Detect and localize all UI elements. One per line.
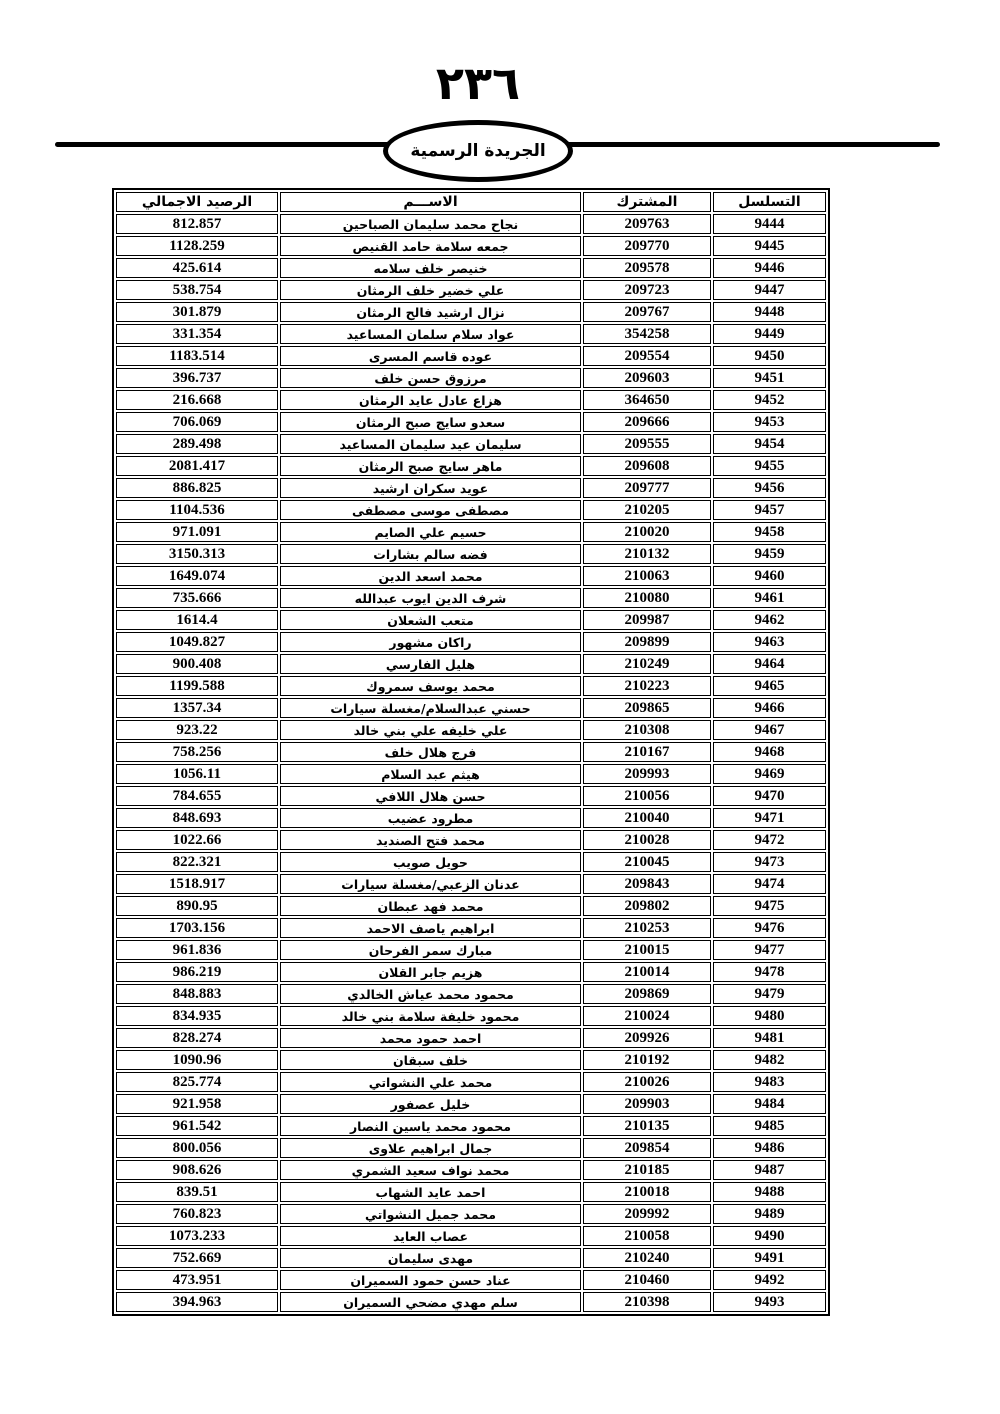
cell-subscriber: 209777 bbox=[583, 478, 711, 498]
cell-balance: 1518.917 bbox=[116, 874, 278, 894]
table-row bbox=[116, 1182, 826, 1202]
cell-name: خلف سبقان bbox=[280, 1050, 581, 1070]
cell-subscriber: 210240 bbox=[583, 1248, 711, 1268]
cell-name: سليمان عيد سليمان المساعيد bbox=[280, 434, 581, 454]
cell-balance: 1199.588 bbox=[116, 676, 278, 696]
cell-balance: 1128.259 bbox=[116, 236, 278, 256]
table-row bbox=[116, 764, 826, 784]
cell-name: خليل عصفور bbox=[280, 1094, 581, 1114]
cell-name: عناد حسن حمود السميران bbox=[280, 1270, 581, 1290]
cell-serial: 9451 bbox=[713, 368, 826, 388]
table-row bbox=[116, 632, 826, 652]
cell-serial: 9444 bbox=[713, 214, 826, 234]
cell-serial: 9468 bbox=[713, 742, 826, 762]
table-row bbox=[116, 588, 826, 608]
cell-serial: 9490 bbox=[713, 1226, 826, 1246]
cell-serial: 9471 bbox=[713, 808, 826, 828]
cell-name: عوده قاسم المسرى bbox=[280, 346, 581, 366]
cell-balance: 1049.827 bbox=[116, 632, 278, 652]
gazette-title-ellipse bbox=[383, 120, 573, 182]
table-row bbox=[116, 456, 826, 476]
cell-name: محمد فهد عبطان bbox=[280, 896, 581, 916]
cell-balance: 2081.417 bbox=[116, 456, 278, 476]
cell-serial: 9456 bbox=[713, 478, 826, 498]
cell-subscriber: 210040 bbox=[583, 808, 711, 828]
cell-name: خنيصر خلف سلامه bbox=[280, 258, 581, 278]
cell-balance: 425.614 bbox=[116, 258, 278, 278]
cell-subscriber: 209723 bbox=[583, 280, 711, 300]
cell-name: مصطفى موسى مصطفى bbox=[280, 500, 581, 520]
table-row bbox=[116, 214, 826, 234]
cell-balance: 890.95 bbox=[116, 896, 278, 916]
cell-balance: 301.879 bbox=[116, 302, 278, 322]
cell-name: عويد سكران ارشيد bbox=[280, 478, 581, 498]
cell-name: هليل الفارسي bbox=[280, 654, 581, 674]
cell-subscriber: 210063 bbox=[583, 566, 711, 586]
cell-serial: 9470 bbox=[713, 786, 826, 806]
gazette-title: الجريدة الرسمية bbox=[410, 141, 546, 161]
cell-balance: 706.069 bbox=[116, 412, 278, 432]
cell-name: محمود محمد ياسين النصار bbox=[280, 1116, 581, 1136]
cell-serial: 9465 bbox=[713, 676, 826, 696]
cell-name: محمد علي النشواتي bbox=[280, 1072, 581, 1092]
table-row bbox=[116, 368, 826, 388]
table-row bbox=[116, 500, 826, 520]
cell-serial: 9480 bbox=[713, 1006, 826, 1026]
cell-serial: 9473 bbox=[713, 852, 826, 872]
cell-name: احمد حمود محمد bbox=[280, 1028, 581, 1048]
table-row bbox=[116, 896, 826, 916]
cell-subscriber: 209767 bbox=[583, 302, 711, 322]
header-balance: الرصيد الاجمالي bbox=[116, 192, 278, 212]
cell-name: سلم مهدي مضحي السميران bbox=[280, 1292, 581, 1312]
table-row bbox=[116, 1226, 826, 1246]
cell-serial: 9448 bbox=[713, 302, 826, 322]
cell-balance: 331.354 bbox=[116, 324, 278, 344]
cell-subscriber: 210135 bbox=[583, 1116, 711, 1136]
cell-balance: 971.091 bbox=[116, 522, 278, 542]
table-header-row bbox=[116, 192, 826, 212]
cell-subscriber: 210460 bbox=[583, 1270, 711, 1290]
cell-subscriber: 209802 bbox=[583, 896, 711, 916]
cell-name: جمعه سلامة حامد القنيص bbox=[280, 236, 581, 256]
cell-subscriber: 210398 bbox=[583, 1292, 711, 1312]
cell-serial: 9475 bbox=[713, 896, 826, 916]
cell-serial: 9476 bbox=[713, 918, 826, 938]
cell-balance: 396.737 bbox=[116, 368, 278, 388]
table-row bbox=[116, 1160, 826, 1180]
table-row bbox=[116, 1138, 826, 1158]
cell-balance: 828.274 bbox=[116, 1028, 278, 1048]
table-row bbox=[116, 390, 826, 410]
cell-serial: 9446 bbox=[713, 258, 826, 278]
table-row bbox=[116, 522, 826, 542]
cell-balance: 289.498 bbox=[116, 434, 278, 454]
cell-serial: 9450 bbox=[713, 346, 826, 366]
cell-subscriber: 210024 bbox=[583, 1006, 711, 1026]
cell-name: عواد سلام سلمان المساعيد bbox=[280, 324, 581, 344]
cell-name: مطرود عضيب bbox=[280, 808, 581, 828]
cell-name: هزيم جابر القلان bbox=[280, 962, 581, 982]
cell-balance: 784.655 bbox=[116, 786, 278, 806]
cell-balance: 800.056 bbox=[116, 1138, 278, 1158]
cell-balance: 1104.536 bbox=[116, 500, 278, 520]
table-row bbox=[116, 654, 826, 674]
cell-name: عصاب العايد bbox=[280, 1226, 581, 1246]
cell-balance: 1090.96 bbox=[116, 1050, 278, 1070]
cell-serial: 9454 bbox=[713, 434, 826, 454]
cell-serial: 9452 bbox=[713, 390, 826, 410]
table-row bbox=[116, 720, 826, 740]
cell-balance: 986.219 bbox=[116, 962, 278, 982]
cell-subscriber: 210058 bbox=[583, 1226, 711, 1246]
cell-serial: 9492 bbox=[713, 1270, 826, 1290]
cell-name: محمود خليفة سلامة بني خالد bbox=[280, 1006, 581, 1026]
table-row bbox=[116, 1072, 826, 1092]
cell-subscriber: 210205 bbox=[583, 500, 711, 520]
cell-balance: 538.754 bbox=[116, 280, 278, 300]
cell-serial: 9467 bbox=[713, 720, 826, 740]
table-row bbox=[116, 852, 826, 872]
cell-name: حسن هلال اللافي bbox=[280, 786, 581, 806]
cell-subscriber: 209993 bbox=[583, 764, 711, 784]
table-header bbox=[116, 192, 826, 212]
cell-serial: 9449 bbox=[713, 324, 826, 344]
cell-balance: 812.857 bbox=[116, 214, 278, 234]
cell-name: فرج هلال خلف bbox=[280, 742, 581, 762]
cell-subscriber: 209578 bbox=[583, 258, 711, 278]
cell-balance: 1703.156 bbox=[116, 918, 278, 938]
cell-subscriber: 210080 bbox=[583, 588, 711, 608]
cell-name: عدنان الزعبي/مغسلة سيارات bbox=[280, 874, 581, 894]
cell-name: علي خليفه علي بني خالد bbox=[280, 720, 581, 740]
cell-balance: 886.825 bbox=[116, 478, 278, 498]
cell-name: حسيم علي الصايم bbox=[280, 522, 581, 542]
table-row bbox=[116, 434, 826, 454]
cell-name: محمد جميل النشواتي bbox=[280, 1204, 581, 1224]
cell-name: مهدى سليمان bbox=[280, 1248, 581, 1268]
cell-subscriber: 209666 bbox=[583, 412, 711, 432]
cell-subscriber: 210223 bbox=[583, 676, 711, 696]
cell-serial: 9458 bbox=[713, 522, 826, 542]
cell-balance: 758.256 bbox=[116, 742, 278, 762]
cell-serial: 9485 bbox=[713, 1116, 826, 1136]
table-row bbox=[116, 1006, 826, 1026]
cell-serial: 9479 bbox=[713, 984, 826, 1004]
table-row bbox=[116, 1248, 826, 1268]
cell-balance: 822.321 bbox=[116, 852, 278, 872]
cell-name: هيثم عبد السلام bbox=[280, 764, 581, 784]
cell-subscriber: 209554 bbox=[583, 346, 711, 366]
cell-serial: 9464 bbox=[713, 654, 826, 674]
cell-subscriber: 209763 bbox=[583, 214, 711, 234]
cell-balance: 216.668 bbox=[116, 390, 278, 410]
cell-serial: 9472 bbox=[713, 830, 826, 850]
cell-subscriber: 210018 bbox=[583, 1182, 711, 1202]
cell-serial: 9462 bbox=[713, 610, 826, 630]
cell-serial: 9445 bbox=[713, 236, 826, 256]
cell-balance: 473.951 bbox=[116, 1270, 278, 1290]
cell-serial: 9481 bbox=[713, 1028, 826, 1048]
cell-balance: 760.823 bbox=[116, 1204, 278, 1224]
cell-name: محمد اسعد الدين bbox=[280, 566, 581, 586]
table-row bbox=[116, 236, 826, 256]
table-row bbox=[116, 1270, 826, 1290]
cell-balance: 1649.074 bbox=[116, 566, 278, 586]
table-row bbox=[116, 698, 826, 718]
table-row bbox=[116, 1116, 826, 1136]
cell-name: محمود محمد عياش الخالدي bbox=[280, 984, 581, 1004]
cell-subscriber: 210014 bbox=[583, 962, 711, 982]
table-row bbox=[116, 1094, 826, 1114]
table-row bbox=[116, 412, 826, 432]
table-row bbox=[116, 1292, 826, 1312]
cell-serial: 9488 bbox=[713, 1182, 826, 1202]
table-row bbox=[116, 1050, 826, 1070]
cell-serial: 9466 bbox=[713, 698, 826, 718]
cell-subscriber: 354258 bbox=[583, 324, 711, 344]
cell-name: مرزوق حسن خلف bbox=[280, 368, 581, 388]
cell-name: حويل صويب bbox=[280, 852, 581, 872]
cell-subscriber: 209869 bbox=[583, 984, 711, 1004]
table-body bbox=[116, 214, 826, 1312]
table-row bbox=[116, 258, 826, 278]
cell-name: محمد فتح الصنديد bbox=[280, 830, 581, 850]
cell-name: علي خضير خلف الرمثان bbox=[280, 280, 581, 300]
cell-subscriber: 209770 bbox=[583, 236, 711, 256]
table-row bbox=[116, 1028, 826, 1048]
cell-balance: 394.963 bbox=[116, 1292, 278, 1312]
cell-name: فضه سالم بشارات bbox=[280, 544, 581, 564]
header-serial: التسلسل bbox=[713, 192, 826, 212]
cell-name: محمد نواف سعيد الشمري bbox=[280, 1160, 581, 1180]
cell-balance: 923.22 bbox=[116, 720, 278, 740]
cell-subscriber: 209843 bbox=[583, 874, 711, 894]
cell-subscriber: 210026 bbox=[583, 1072, 711, 1092]
cell-serial: 9493 bbox=[713, 1292, 826, 1312]
cell-subscriber: 209865 bbox=[583, 698, 711, 718]
cell-serial: 9460 bbox=[713, 566, 826, 586]
header-name: الاســـم bbox=[280, 192, 581, 212]
cell-balance: 1614.4 bbox=[116, 610, 278, 630]
cell-name: جمال ابراهيم علاوى bbox=[280, 1138, 581, 1158]
cell-name: متعب الشعلان bbox=[280, 610, 581, 630]
cell-subscriber: 210308 bbox=[583, 720, 711, 740]
cell-subscriber: 210132 bbox=[583, 544, 711, 564]
cell-name: هزاع عادل عايد الرمثان bbox=[280, 390, 581, 410]
table-row bbox=[116, 478, 826, 498]
subscribers-table bbox=[112, 188, 830, 1316]
table-row bbox=[116, 610, 826, 630]
cell-name: سعدو سايج صبح الرمثان bbox=[280, 412, 581, 432]
cell-name: نزال ارشيد فالح الرمثان bbox=[280, 302, 581, 322]
cell-balance: 848.693 bbox=[116, 808, 278, 828]
cell-balance: 848.883 bbox=[116, 984, 278, 1004]
cell-serial: 9474 bbox=[713, 874, 826, 894]
cell-subscriber: 210015 bbox=[583, 940, 711, 960]
cell-subscriber: 210045 bbox=[583, 852, 711, 872]
cell-subscriber: 210028 bbox=[583, 830, 711, 850]
table-row bbox=[116, 742, 826, 762]
cell-serial: 9483 bbox=[713, 1072, 826, 1092]
cell-subscriber: 210020 bbox=[583, 522, 711, 542]
cell-balance: 1056.11 bbox=[116, 764, 278, 784]
table-row bbox=[116, 324, 826, 344]
table-row bbox=[116, 874, 826, 894]
cell-subscriber: 209926 bbox=[583, 1028, 711, 1048]
table-row bbox=[116, 566, 826, 586]
cell-serial: 9489 bbox=[713, 1204, 826, 1224]
table-row bbox=[116, 786, 826, 806]
cell-balance: 1022.66 bbox=[116, 830, 278, 850]
cell-balance: 839.51 bbox=[116, 1182, 278, 1202]
table-row bbox=[116, 918, 826, 938]
cell-serial: 9482 bbox=[713, 1050, 826, 1070]
cell-balance: 3150.313 bbox=[116, 544, 278, 564]
cell-subscriber: 210056 bbox=[583, 786, 711, 806]
cell-balance: 735.666 bbox=[116, 588, 278, 608]
table-row bbox=[116, 940, 826, 960]
page-number: ٢٣٦ bbox=[435, 56, 521, 110]
cell-balance: 825.774 bbox=[116, 1072, 278, 1092]
cell-subscriber: 209854 bbox=[583, 1138, 711, 1158]
table-row bbox=[116, 280, 826, 300]
cell-serial: 9469 bbox=[713, 764, 826, 784]
cell-serial: 9463 bbox=[713, 632, 826, 652]
cell-serial: 9447 bbox=[713, 280, 826, 300]
cell-balance: 752.669 bbox=[116, 1248, 278, 1268]
cell-name: احمد عايد الشهاب bbox=[280, 1182, 581, 1202]
table-row bbox=[116, 984, 826, 1004]
table-row bbox=[116, 962, 826, 982]
cell-balance: 961.836 bbox=[116, 940, 278, 960]
cell-name: شرف الدين ايوب عبدالله bbox=[280, 588, 581, 608]
cell-serial: 9491 bbox=[713, 1248, 826, 1268]
cell-subscriber: 210249 bbox=[583, 654, 711, 674]
cell-balance: 921.958 bbox=[116, 1094, 278, 1114]
cell-subscriber: 209903 bbox=[583, 1094, 711, 1114]
cell-subscriber: 210185 bbox=[583, 1160, 711, 1180]
cell-serial: 9453 bbox=[713, 412, 826, 432]
cell-serial: 9455 bbox=[713, 456, 826, 476]
cell-subscriber: 209899 bbox=[583, 632, 711, 652]
table-row bbox=[116, 302, 826, 322]
cell-balance: 1357.34 bbox=[116, 698, 278, 718]
table-row bbox=[116, 346, 826, 366]
cell-balance: 900.408 bbox=[116, 654, 278, 674]
cell-name: محمد يوسف سمروك bbox=[280, 676, 581, 696]
cell-subscriber: 210253 bbox=[583, 918, 711, 938]
cell-name: راكان مشهور bbox=[280, 632, 581, 652]
cell-subscriber: 209555 bbox=[583, 434, 711, 454]
cell-serial: 9486 bbox=[713, 1138, 826, 1158]
cell-subscriber: 209608 bbox=[583, 456, 711, 476]
header-subscriber: المشترك bbox=[583, 192, 711, 212]
cell-balance: 908.626 bbox=[116, 1160, 278, 1180]
table-row bbox=[116, 1204, 826, 1224]
cell-subscriber: 209987 bbox=[583, 610, 711, 630]
cell-serial: 9484 bbox=[713, 1094, 826, 1114]
cell-subscriber: 209603 bbox=[583, 368, 711, 388]
cell-balance: 1183.514 bbox=[116, 346, 278, 366]
table-row bbox=[116, 808, 826, 828]
cell-serial: 9487 bbox=[713, 1160, 826, 1180]
cell-balance: 834.935 bbox=[116, 1006, 278, 1026]
cell-name: نجاح محمد سليمان الصباحين bbox=[280, 214, 581, 234]
cell-serial: 9478 bbox=[713, 962, 826, 982]
cell-name: مبارك سمر الفرحان bbox=[280, 940, 581, 960]
cell-serial: 9461 bbox=[713, 588, 826, 608]
table-row bbox=[116, 544, 826, 564]
table-row bbox=[116, 676, 826, 696]
cell-name: حسني عبدالسلام/مغسلة سيارات bbox=[280, 698, 581, 718]
cell-serial: 9477 bbox=[713, 940, 826, 960]
cell-subscriber: 209992 bbox=[583, 1204, 711, 1224]
cell-serial: 9459 bbox=[713, 544, 826, 564]
cell-subscriber: 210167 bbox=[583, 742, 711, 762]
cell-subscriber: 364650 bbox=[583, 390, 711, 410]
cell-serial: 9457 bbox=[713, 500, 826, 520]
cell-balance: 1073.233 bbox=[116, 1226, 278, 1246]
cell-name: ماهر سايج صبح الرمثان bbox=[280, 456, 581, 476]
cell-balance: 961.542 bbox=[116, 1116, 278, 1136]
cell-subscriber: 210192 bbox=[583, 1050, 711, 1070]
cell-name: ابراهيم ياصف الاحمد bbox=[280, 918, 581, 938]
table-row bbox=[116, 830, 826, 850]
